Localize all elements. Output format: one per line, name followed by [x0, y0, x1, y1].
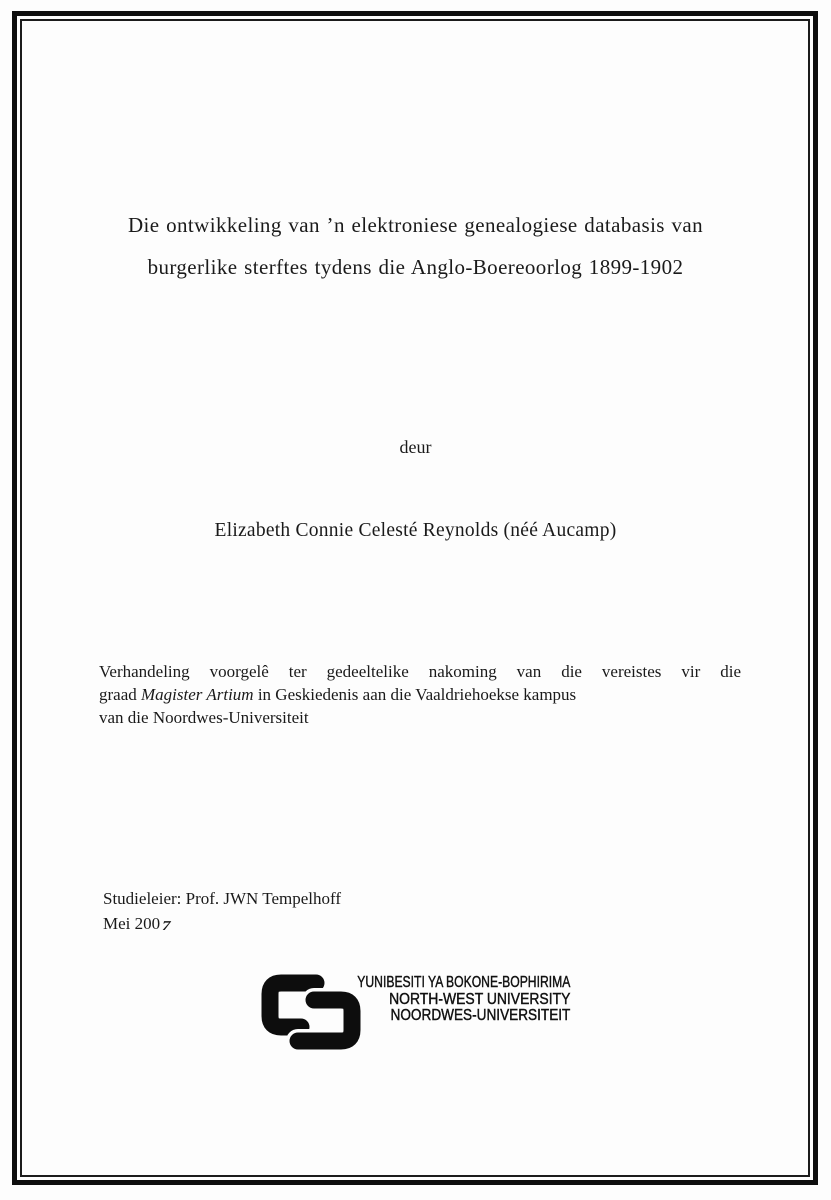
degree-name-italic: Magister Artium [141, 685, 254, 704]
byline-label: deur [399, 437, 432, 457]
nwu-logo [254, 966, 576, 1058]
thesis-title-line-2: burgerlike sterftes tydens die Anglo-Boereoorlog 1899-1902 [147, 255, 684, 279]
thesis-title [50, 204, 781, 288]
nwu-logo-wordmark [290, 975, 570, 1025]
degree-statement-line-1: Verhandeling voorgelê ter gedeeltelike nakoming van die vereistes vir die [99, 662, 741, 681]
supervisor-block [103, 886, 341, 936]
logo-line-setswana: YUNIBESITI YA BOKONE-BOPHIRIMA [356, 974, 570, 991]
date-final-digit: 7 [160, 917, 173, 934]
degree-statement-line-2 [99, 683, 741, 706]
date-line [103, 911, 341, 936]
supervisor-line: Studieleier: Prof. JWN Tempelhoff [103, 889, 342, 908]
logo-line-afrikaans: NOORDWES-UNIVERSITEIT [390, 1007, 570, 1025]
degree-statement-line-3: van die Noordwes-Universiteit [99, 708, 309, 727]
author-name: Elizabeth Connie Celesté Reynolds (néé Aucamp) [214, 520, 617, 541]
thesis-title-line-1: Die ontwikkeling van ’n elektroniese genealogiese databasis van [127, 213, 704, 237]
degree-statement-line-2-post: in Geskiedenis aan die Vaaldriehoekse kampus [257, 685, 577, 704]
degree-statement-line-2-pre: graad [99, 685, 137, 704]
degree-statement [99, 660, 741, 729]
date-prefix: Mei 200 [103, 914, 161, 933]
logo-line-english: NORTH-WEST UNIVERSITY [388, 990, 570, 1008]
